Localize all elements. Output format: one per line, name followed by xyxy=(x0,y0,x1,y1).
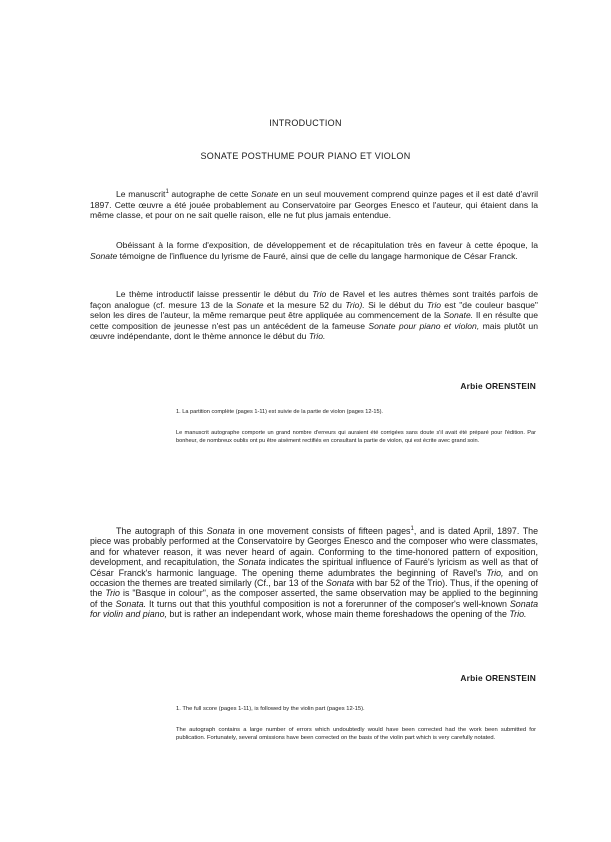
italic-text: Sonata xyxy=(206,526,235,536)
french-signature: Arbie ORENSTEIN xyxy=(460,381,536,391)
french-footnote-2: Le manuscrit autographe comporte un grand nombre d'erreurs qui auraient été corrigées sans doute s'il avait été préparé pour l'édition. Par bonheur, de nombreux oublis ont pu être aisément rectifiés en consultant la partie de violon, qui est écrite avec grand soin. xyxy=(176,430,536,444)
page-subtitle: SONATE POSTHUME POUR PIANO ET VIOLON xyxy=(200,151,411,161)
english-footnote-2: The autograph contains a large number of errors which undoubtedly would have been corrected had the work been submitted for publication. Fortunately, several omissions have been corrected on the basis of the violin part which is very carefully notated. xyxy=(176,727,536,741)
italic-text: Sonata. xyxy=(115,598,147,609)
french-footnote-1: 1. La partition complète (pages 1-11) est suivie de la partie de violon (pages 12-15). xyxy=(176,409,383,415)
french-paragraph-1 xyxy=(90,189,538,221)
text-run: Obéissant à la forme d'exposition, de développement et de récapitulation très en faveur à cette époque, la xyxy=(116,240,538,250)
italic-text: Sonate xyxy=(251,189,279,199)
text-run: Il en résulte que cette composition de jeunesse n'est pas un antécédent de la fameuse xyxy=(90,310,538,331)
text-run: The autograph of this xyxy=(116,526,207,536)
text-run: , and is dated April, 1897. The piece was probably performed at the Conservatoire by Georges Enesco and the composer who were classmates, and for whatever reason, it was never heard of again. Conforming to the time-honored pattern of exposition, development, and recapitulation, the xyxy=(90,526,538,568)
text-run: indicates the spiritual influence of Fauré's lyricism as well as that of César Franck's harmonic language. The opening theme adumbrates the beginning of Ravel's xyxy=(90,557,538,578)
italic-text: Trio xyxy=(105,588,120,599)
italic-text: Sonata xyxy=(325,578,355,589)
text-run: It turns out that this youthful composition is not a forerunner of the composer's well-known xyxy=(146,598,510,609)
english-paragraph xyxy=(90,526,538,620)
italic-text: Trio, xyxy=(486,567,504,578)
text-run: and on occasion the themes are treated similarly (Cf., bar 13 of the xyxy=(90,567,538,589)
footnote-marker: 1 xyxy=(165,189,169,196)
text-run: but is rather an independant work, whose main theme foreshadows the opening of the xyxy=(166,609,510,620)
text-run: Le manuscrit xyxy=(116,189,166,199)
text-run: et la mesure 52 du xyxy=(263,299,346,310)
text-run: de Ravel et les autres thèmes sont traités parfois de façon analogue (cf. mesure 13 de la xyxy=(90,289,538,310)
italic-text: Sonate xyxy=(90,250,118,261)
text-run: Le thème introductif laisse pressentir le début du xyxy=(116,289,313,299)
text-run: autographe de cette xyxy=(168,189,252,199)
text-run: est "de couleur basque" selon les dires de l'auteur, la même remarque peut être appliquée au commencement de la xyxy=(90,299,538,321)
text-run: with bar 52 of the Trio). Thus, if the opening of the xyxy=(90,578,539,599)
italic-text: Trio). xyxy=(345,299,365,310)
footnote-marker: 1 xyxy=(410,526,414,533)
italic-text: Sonata for violin and piano, xyxy=(90,598,539,620)
text-run: en un seul mouvement comprend quinze pages et il est daté d'avril 1897. Cette œuvre a été jouée probablement au Conservatoire par Georges Enesco et l'auteur, qui étaient dans la même classe, et pour on ne sait quelle raison, elle ne fut plus jamais entendue. xyxy=(90,189,538,221)
french-paragraph-2 xyxy=(90,240,538,261)
english-signature: Arbie ORENSTEIN xyxy=(460,673,536,683)
text-run: mais plutôt un œuvre indépendante, dont le thème annonce le début du xyxy=(90,320,538,342)
text-run: témoigne de l'influence du lyrisme de Fauré, ainsi que de celle du langage harmonique de César Franck. xyxy=(117,250,518,261)
text-run: is "Basque in colour", as the composer asserted, the same observation may be applied to the beginning of the xyxy=(90,588,538,609)
italic-text: Sonata xyxy=(237,557,266,568)
page-title: INTRODUCTION xyxy=(269,118,342,128)
french-paragraph-3 xyxy=(90,289,538,342)
italic-text: Trio xyxy=(426,299,442,310)
italic-text: Sonate pour piano et violon, xyxy=(368,320,480,331)
italic-text: Trio. xyxy=(308,331,326,342)
text-run: Si le début du xyxy=(364,299,427,310)
italic-text: Trio xyxy=(312,289,327,299)
text-run: in one movement consists of fifteen pages xyxy=(234,526,411,536)
italic-text: Sonate xyxy=(236,299,264,310)
english-footnote-1: 1. The full score (pages 1-11), is followed by the violin part (pages 12-15). xyxy=(176,706,365,712)
italic-text: Trio. xyxy=(509,609,527,620)
italic-text: Sonate. xyxy=(443,310,474,321)
